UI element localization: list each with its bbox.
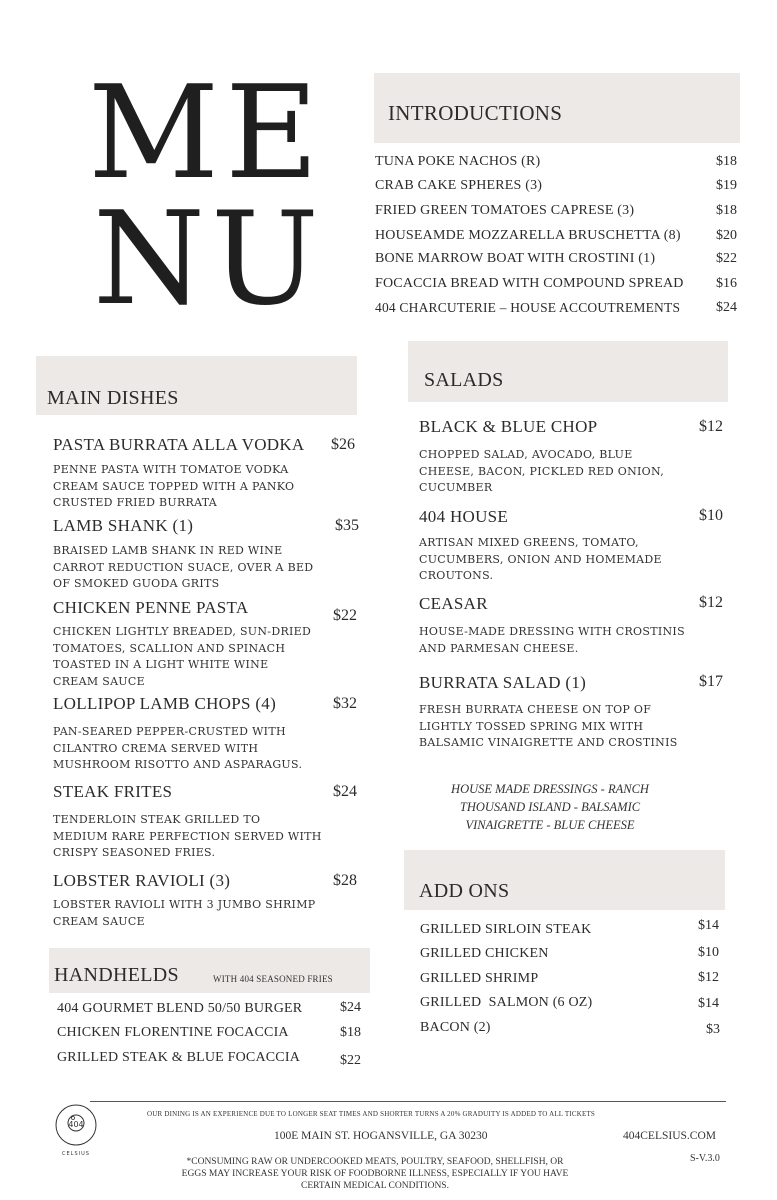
introductions-header: INTRODUCTIONS xyxy=(388,101,563,125)
logo xyxy=(51,1103,101,1159)
footer-divider xyxy=(90,1101,726,1102)
main-dish-name: PASTA BURRATA ALLA VODKA xyxy=(53,435,305,454)
main-dish-price: $28 xyxy=(333,872,357,889)
logo-text: 404 xyxy=(68,1120,84,1129)
main-dishes-header: MAIN DISHES xyxy=(47,387,179,409)
handhelds-subheader: WITH 404 SEASONED FRIES xyxy=(213,974,333,984)
address: 100E MAIN ST. HOGANSVILLE, GA 30230 xyxy=(274,1130,488,1142)
main-dish-price: $24 xyxy=(333,783,357,800)
salad-desc: ARTISAN MIXED GREENS, TOMATO, CUCUMBERS, ONION AND HOMEMADE CROUTONS. xyxy=(419,536,662,582)
intro-item-price: $22 xyxy=(716,251,737,266)
consumer-warning: *CONSUMING RAW OR UNDERCOOKED MEATS, POULTRY, SEAFOOD, SHELLFISH, OR EGGS MAY INCREASE YOUR RISK OF FOODBORNE ILLNESS, ESPECIALLY IF YOU HAVE CERTAIN MEDICAL CONDITIONS. xyxy=(181,1157,569,1191)
main-dish-desc: PENNE PASTA WITH TOMATOE VODKA CREAM SAUCE TOPPED WITH A PANKO CRUSTED FRIED BURRATA xyxy=(53,463,295,509)
handhelds-header: HANDHELDS xyxy=(54,964,179,986)
intro-item-name: FRIED GREEN TOMATOES CAPRESE (3) xyxy=(375,203,635,218)
gratuity-note: OUR DINING IS AN EXPERIENCE DUE TO LONGER SEAT TIMES AND SHORTER TURNS A 20% GRADUITY IS ADDED TO ALL TICKETS xyxy=(147,1110,596,1118)
main-dish-desc: CHICKEN LIGHTLY BREADED, SUN-DRIED TOMATOES, SCALLION AND SPINACH TOASTED IN A LIGHT WHITE WINE CREAM SAUCE xyxy=(53,625,312,688)
website-link[interactable]: 404CELSIUS.COM xyxy=(623,1130,716,1142)
intro-item-price: $24 xyxy=(716,300,737,315)
main-dish-price: $35 xyxy=(335,517,359,534)
intro-item-name: BONE MARROW BOAT WITH CROSTINI (1) xyxy=(375,251,656,266)
logo-subtext: CELSIUS xyxy=(62,1151,90,1157)
add-on-price: $14 xyxy=(698,996,719,1011)
main-dish-name: LOBSTER RAVIOLI (3) xyxy=(53,871,231,890)
salad-price: $12 xyxy=(699,418,723,435)
salad-price: $10 xyxy=(699,507,723,524)
main-dish-price: $32 xyxy=(333,695,357,712)
add-on-price: $3 xyxy=(706,1022,720,1037)
main-dish-desc: LOBSTER RAVIOLI WITH 3 JUMBO SHRIMP CREAM SAUCE xyxy=(53,898,316,928)
intro-item-name: HOUSEAMDE MOZZARELLA BRUSCHETTA (8) xyxy=(375,228,681,243)
intro-item-price: $20 xyxy=(716,228,737,243)
salad-name: CEASAR xyxy=(419,594,488,613)
add-on-name: GRILLED CHICKEN xyxy=(420,946,549,961)
add-ons-header: ADD ONS xyxy=(419,880,510,902)
intro-item-name: CRAB CAKE SPHERES (3) xyxy=(375,178,543,193)
salad-price: $17 xyxy=(699,673,723,690)
main-dish-name: LOLLIPOP LAMB CHOPS (4) xyxy=(53,694,277,713)
salad-name: BLACK & BLUE CHOP xyxy=(419,417,598,436)
main-dish-name: CHICKEN PENNE PASTA xyxy=(53,598,249,617)
salad-name: BURRATA SALAD (1) xyxy=(419,673,587,692)
intro-item-price: $19 xyxy=(716,178,737,193)
menu-title-line1: ME xyxy=(88,59,325,208)
add-on-price: $10 xyxy=(698,945,719,960)
version: S-V.3.0 xyxy=(690,1153,720,1164)
salad-desc: FRESH BURRATA CHEESE ON TOP OF LIGHTLY TOSSED SPRING MIX WITH BALSAMIC VINAIGRETTE AND CROSTINIS xyxy=(419,703,678,749)
intro-item-name: TUNA POKE NACHOS (R) xyxy=(375,154,541,169)
main-dish-name: STEAK FRITES xyxy=(53,782,173,801)
intro-item-name: 404 CHARCUTERIE – HOUSE ACCOUTREMENTS xyxy=(375,300,681,315)
main-dish-desc: PAN-SEARED PEPPER-CRUSTED WITH CILANTRO CREMA SERVED WITH MUSHROOM RISOTTO AND ASPARAGUS. xyxy=(53,725,303,771)
add-on-price: $12 xyxy=(698,970,719,985)
intro-item-name: FOCACCIA BREAD WITH COMPOUND SPREAD xyxy=(375,276,684,291)
logo-icon xyxy=(51,1103,101,1159)
intro-item-price: $16 xyxy=(716,276,737,291)
main-dish-price: $22 xyxy=(333,607,357,624)
dressings-note: HOUSE MADE DRESSINGS - RANCH THOUSAND ISLAND - BALSAMIC VINAIGRETTE - BLUE CHEESE xyxy=(451,782,649,832)
add-on-name: GRILLED SHRIMP xyxy=(420,971,539,986)
main-dish-desc: TENDERLOIN STEAK GRILLED TO MEDIUM RARE PERFECTION SERVED WITH CRISPY SEASONED FRIES. xyxy=(53,813,322,859)
main-dish-price: $26 xyxy=(331,436,355,453)
add-on-name: GRILLED SIRLOIN STEAK xyxy=(420,922,592,937)
salads-header: SALADS xyxy=(424,369,504,391)
handheld-item-price: $18 xyxy=(340,1025,361,1040)
handheld-item-name: 404 GOURMET BLEND 50/50 BURGER xyxy=(57,1001,303,1016)
add-on-price: $14 xyxy=(698,918,719,933)
handheld-item-name: GRILLED STEAK & BLUE FOCACCIA xyxy=(57,1050,301,1065)
main-dish-desc: BRAISED LAMB SHANK IN RED WINE CARROT REDUCTION SUACE, OVER A BED OF SMOKED GUODA GRITS xyxy=(53,544,314,590)
intro-item-price: $18 xyxy=(716,203,737,218)
handheld-item-price: $24 xyxy=(340,1000,361,1015)
main-dish-name: LAMB SHANK (1) xyxy=(53,516,194,535)
add-on-name: BACON (2) xyxy=(420,1020,491,1035)
handheld-item-price: $22 xyxy=(340,1053,361,1068)
salad-desc: CHOPPED SALAD, AVOCADO, BLUE CHEESE, BACON, PICKLED RED ONION, CUCUMBER xyxy=(419,448,664,494)
handheld-item-name: CHICKEN FLORENTINE FOCACCIA xyxy=(57,1025,289,1040)
add-on-name: GRILLED SALMON (6 OZ) xyxy=(420,995,593,1010)
intro-item-price: $18 xyxy=(716,154,737,169)
salad-name: 404 HOUSE xyxy=(419,507,509,526)
salad-price: $12 xyxy=(699,594,723,611)
salad-desc: HOUSE-MADE DRESSING WITH CROSTINIS AND PARMESAN CHEESE. xyxy=(419,625,685,655)
menu-title-line2: NU xyxy=(93,185,325,334)
